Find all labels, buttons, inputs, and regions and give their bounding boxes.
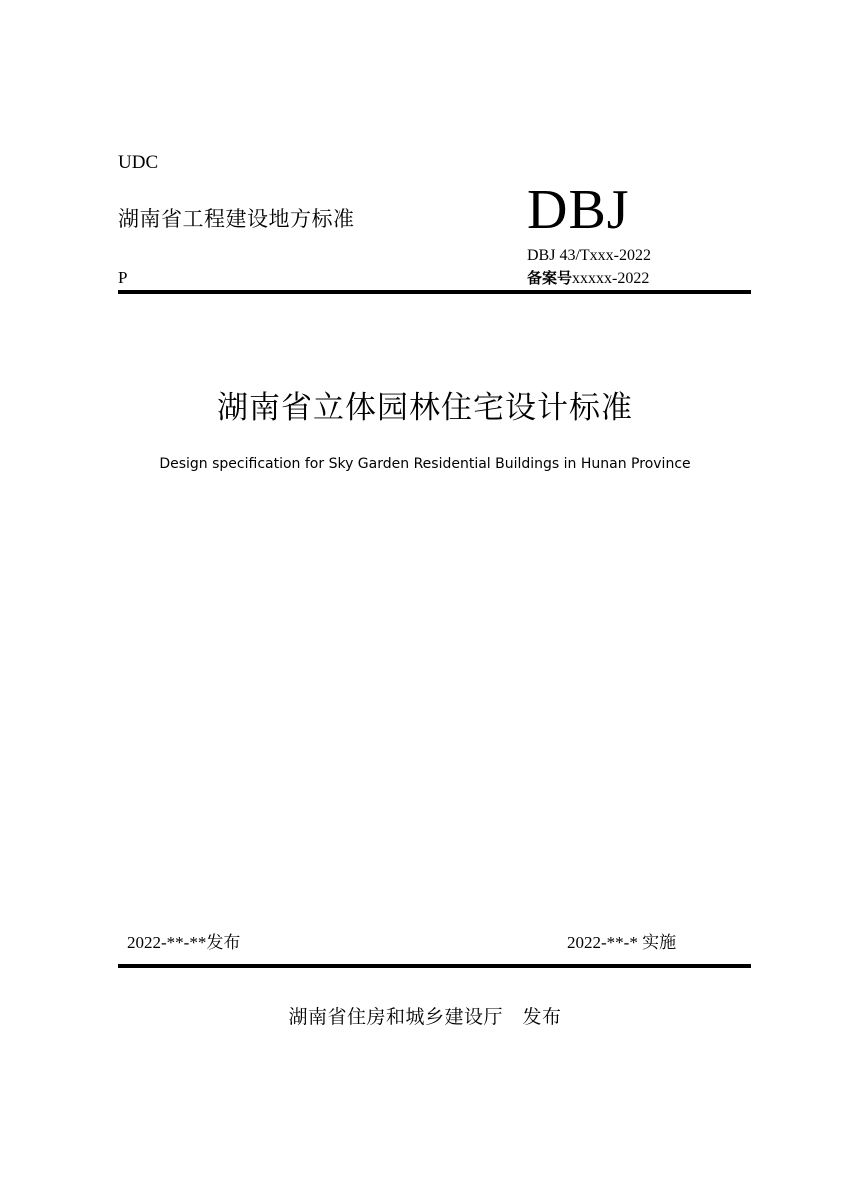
record-number: xxxxx-2022 <box>572 270 650 287</box>
local-standard-label: 湖南省工程建设地方标准 <box>118 207 355 231</box>
classification-code: P <box>118 268 128 287</box>
issuing-authority: 湖南省住房和城乡建设厅 发布 <box>288 1006 562 1028</box>
issue-date: 2022-**-**发布 <box>127 933 241 952</box>
document-title-english: Design specification for Sky Garden Residential Buildings in Hunan Province <box>159 456 691 472</box>
document-title: 湖南省立体园林住宅设计标准 <box>217 390 633 426</box>
header-divider <box>118 290 751 294</box>
standard-code-large: DBJ <box>527 179 630 241</box>
standard-number: DBJ 43/Txxx-2022 <box>527 247 651 264</box>
record-number-line <box>527 268 649 289</box>
implementation-date: 2022-**-* 实施 <box>567 933 677 952</box>
record-label: 备案号 <box>527 269 573 287</box>
udc-label: UDC <box>118 152 159 173</box>
footer-divider <box>118 964 751 968</box>
